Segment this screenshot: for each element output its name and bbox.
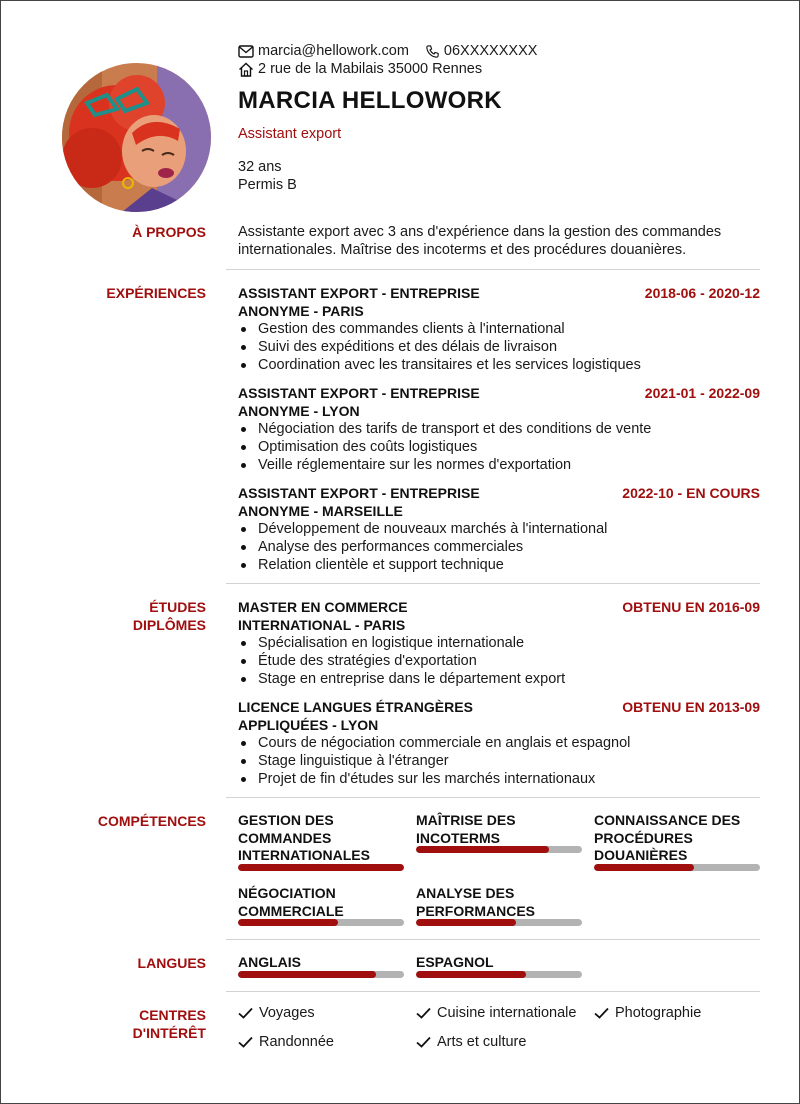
home-icon	[238, 62, 254, 77]
skill-level-fill	[416, 846, 549, 853]
list-item: Optimisation des coûts logistiques	[238, 438, 760, 456]
skills-section-label: COMPÉTENCES	[97, 813, 206, 829]
list-item: Coordination avec les transitaires et les services logistiques	[238, 356, 760, 374]
skill-level-bar	[416, 919, 582, 926]
skill-name-line: PERFORMANCES	[416, 902, 536, 919]
interest-label: Photographie	[615, 1005, 702, 1021]
language-name: ANGLAIS	[238, 954, 301, 970]
check-icon	[238, 1007, 253, 1019]
skill-name-line: COMMANDES	[238, 829, 332, 846]
list-item: Stage en entreprise dans le département export	[238, 670, 760, 688]
skill-name-line: COMMERCIALE	[238, 902, 344, 919]
entry-date: 2022-10 - EN COURS	[622, 485, 760, 501]
entry-bullets	[238, 734, 760, 788]
contact-row-2	[238, 60, 498, 78]
list-item: Spécialisation en logistique internationale	[238, 634, 760, 652]
languages-section-label: LANGUES	[137, 955, 206, 971]
candidate-name: MARCIA HELLOWORK	[238, 87, 502, 114]
skill-item	[594, 812, 760, 865]
language-level-fill	[416, 971, 526, 978]
envelope-icon	[238, 45, 254, 58]
email-text: marcia@hellowork.com	[258, 43, 409, 59]
entry-title: ASSISTANT EXPORT - ENTREPRISE	[238, 485, 480, 501]
list-item: Stage linguistique à l'étranger	[238, 752, 760, 770]
entry-title: APPLIQUÉES - LYON	[238, 717, 379, 733]
entry-title: ANONYME - LYON	[238, 403, 360, 419]
experience-entry	[238, 284, 760, 374]
list-item: Étude des stratégies d'exportation	[238, 652, 760, 670]
skill-name-line: GESTION DES	[238, 812, 334, 828]
entry-title: INTERNATIONAL - PARIS	[238, 617, 406, 633]
about-section-label: À PROPOS	[132, 224, 206, 240]
education-entry	[238, 598, 760, 688]
check-icon	[238, 1036, 253, 1048]
language-item	[238, 954, 404, 972]
entry-bullets	[238, 634, 760, 688]
education-entry	[238, 698, 760, 788]
skill-level-fill	[238, 864, 404, 871]
entry-title: ANONYME - PARIS	[238, 303, 364, 319]
driving-license: Permis B	[238, 177, 297, 193]
contact-row-1	[238, 42, 553, 60]
address-text: 2 rue de la Mabilais 35000 Rennes	[258, 61, 483, 77]
profile-photo	[62, 63, 211, 212]
list-item: Analyse des performances commerciales	[238, 538, 760, 556]
education-label-line2: DIPLÔMES	[132, 617, 206, 633]
section-divider	[226, 991, 760, 992]
list-item: Relation clientèle et support technique	[238, 556, 760, 574]
entry-title: ANONYME - MARSEILLE	[238, 503, 403, 519]
section-divider	[226, 583, 760, 584]
experience-entry	[238, 484, 760, 574]
entry-date: 2021-01 - 2022-09	[644, 385, 760, 401]
interest-item	[416, 1034, 526, 1050]
entry-bullets	[238, 320, 760, 374]
check-icon	[594, 1007, 609, 1019]
about-text: Assistante export avec 3 ans d'expérience dans la gestion des commandes internationales. Maîtrise des incoterms et des procédures douanières.	[238, 224, 722, 258]
entry-date: OBTENU EN 2016-09	[622, 599, 760, 615]
entry-bullets	[238, 420, 760, 474]
interests-section-label	[61, 1006, 206, 1042]
interests-label-line2: D'INTÉRÊT	[132, 1025, 206, 1041]
entry-title: LICENCE LANGUES ÉTRANGÈRES	[238, 699, 473, 715]
skill-name-line: NÉGOCIATION	[238, 885, 336, 901]
list-item: Négociation des tarifs de transport et des conditions de vente	[238, 420, 760, 438]
list-item: Développement de nouveaux marchés à l'international	[238, 520, 760, 538]
language-name: ESPAGNOL	[416, 954, 494, 970]
entry-bullets	[238, 520, 760, 574]
interests-label-line1: CENTRES	[139, 1007, 206, 1023]
skill-item	[416, 885, 582, 920]
section-divider	[226, 269, 760, 270]
skill-level-fill	[594, 864, 694, 871]
skill-level-bar	[238, 864, 404, 871]
interest-label: Cuisine internationale	[437, 1005, 577, 1021]
language-item	[416, 954, 582, 972]
phone-item[interactable]	[425, 43, 538, 59]
skill-name-line: INCOTERMS	[416, 829, 500, 846]
skill-level-fill	[416, 919, 516, 926]
check-icon	[416, 1036, 431, 1048]
interest-item	[594, 1005, 701, 1021]
language-level-fill	[238, 971, 376, 978]
skill-name-line: PROCÉDURES	[594, 829, 693, 846]
skill-level-bar	[594, 864, 760, 871]
entry-title: MASTER EN COMMERCE	[238, 599, 408, 615]
resume-header	[1, 1, 800, 216]
language-level-bar	[238, 971, 404, 978]
education-label-line1: ÉTUDES	[149, 599, 206, 615]
skill-level-bar	[416, 846, 582, 853]
phone-icon	[425, 44, 440, 59]
experience-section-label: EXPÉRIENCES	[106, 285, 206, 301]
list-item: Projet de fin d'études sur les marchés internationaux	[238, 770, 760, 788]
entry-date: 2018-06 - 2020-12	[644, 285, 760, 301]
skill-level-fill	[238, 919, 338, 926]
interest-label: Arts et culture	[437, 1034, 527, 1050]
section-divider	[226, 939, 760, 940]
skill-name-line: CONNAISSANCE DES	[594, 812, 741, 828]
skill-name-line: DOUANIÈRES	[594, 847, 688, 863]
interest-item	[238, 1005, 315, 1021]
skill-name-line: INTERNATIONALES	[238, 847, 370, 863]
age: 32 ans	[238, 159, 282, 175]
education-section-label	[61, 598, 206, 634]
entry-title: ASSISTANT EXPORT - ENTREPRISE	[238, 285, 480, 301]
avatar-illustration	[62, 63, 211, 212]
interest-item	[238, 1034, 334, 1050]
email-item[interactable]	[238, 43, 409, 59]
skill-name-line: MAÎTRISE DES	[416, 812, 516, 828]
entry-date: OBTENU EN 2013-09	[622, 699, 760, 715]
list-item: Cours de négociation commerciale en anglais et espagnol	[238, 734, 760, 752]
interest-item	[416, 1005, 576, 1021]
address-item	[238, 61, 482, 77]
skill-item	[416, 812, 582, 847]
list-item: Veille réglementaire sur les normes d'exportation	[238, 456, 760, 474]
experience-entry	[238, 384, 760, 474]
phone-text: 06XXXXXXXX	[443, 43, 538, 59]
job-title: Assistant export	[238, 126, 342, 142]
language-level-bar	[416, 971, 582, 978]
section-divider	[226, 797, 760, 798]
skill-name-line: ANALYSE DES	[416, 885, 515, 901]
entry-title: ASSISTANT EXPORT - ENTREPRISE	[238, 385, 480, 401]
interest-label: Voyages	[259, 1005, 315, 1021]
skill-item	[238, 812, 404, 865]
list-item: Gestion des commandes clients à l'international	[238, 320, 760, 338]
skill-level-bar	[238, 919, 404, 926]
list-item: Suivi des expéditions et des délais de livraison	[238, 338, 760, 356]
check-icon	[416, 1007, 431, 1019]
skill-item	[238, 885, 404, 920]
interest-label: Randonnée	[259, 1034, 334, 1050]
